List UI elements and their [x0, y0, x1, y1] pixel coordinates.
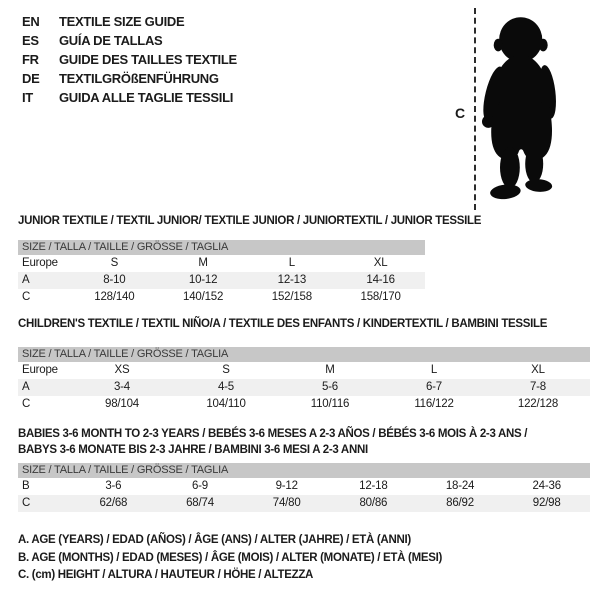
table-cell: 3-4	[113, 381, 131, 393]
table-cell: M	[325, 364, 335, 376]
height-measure-dashed-line	[474, 8, 476, 210]
size-header-bar: SIZE / TALLA / TAILLE / GRÖSSE / TAGLIA	[18, 347, 590, 362]
table-row	[18, 255, 425, 272]
row-label: C	[22, 497, 31, 509]
row-label: Europe	[22, 364, 58, 376]
language-title: GUÍA DE TALLAS	[59, 33, 163, 48]
language-header	[22, 12, 237, 107]
table-cell: 128/140	[94, 291, 135, 303]
table-cell: 18-24	[445, 480, 475, 492]
table-cell: 3-6	[105, 480, 122, 492]
table-cell: 9-12	[275, 480, 298, 492]
table-cell: 116/122	[414, 398, 454, 410]
language-row-es	[22, 31, 237, 50]
language-code: FR	[22, 52, 39, 67]
table-row	[18, 289, 425, 306]
language-title: GUIDE DES TAILLES TEXTILE	[59, 52, 237, 67]
footnote-b: B. AGE (MONTHS) / EDAD (MESES) / ÂGE (MOIS) / ALTER (MONATE) / ETÀ (MESI)	[18, 551, 443, 564]
row-label: C	[22, 291, 31, 303]
language-title: GUIDA ALLE TAGLIE TESSILI	[59, 90, 234, 105]
row-label: B	[22, 480, 30, 492]
babies-textile-table	[18, 426, 590, 512]
footnote-c: C. (cm) HEIGHT / ALTURA / HAUTEUR / HÖHE / ALTEZZA	[18, 569, 314, 581]
language-code: EN	[22, 14, 40, 29]
table-cell: L	[430, 364, 438, 376]
table-cell: 140/152	[183, 291, 224, 303]
table-cell: 7-8	[529, 381, 547, 393]
language-code: ES	[22, 33, 39, 48]
table-cell: L	[288, 257, 295, 269]
row-label: Europe	[22, 257, 58, 269]
table-title-line2: BABYS 3-6 MONATE BIS 2-3 JAHRE / BAMBINI 3-6 MESI A 2-3 ANNI	[18, 444, 368, 456]
table-row	[18, 396, 590, 413]
footnote-a: A. AGE (YEARS) / EDAD (AÑOS) / ÂGE (ANS) / ALTER (JAHRE) / ETÀ (ANNI)	[18, 534, 411, 546]
table-cell: 8-10	[103, 274, 126, 286]
table-title-line1: BABIES 3-6 MONTH TO 2-3 YEARS / BEBÉS 3-6 MESES A 2-3 AÑOS / BÉBÉS 3-6 MOIS À 2-3 ANS /	[18, 428, 528, 440]
table-cell: 4-5	[217, 381, 235, 393]
table-cell: S	[222, 364, 230, 376]
language-row-en	[22, 12, 237, 31]
table-cell: XS	[114, 364, 130, 376]
language-row-fr	[22, 50, 237, 69]
language-row-it	[22, 88, 237, 107]
table-row	[18, 495, 590, 512]
table-cell: 6-7	[425, 381, 443, 393]
table-cell: 5-6	[321, 381, 339, 393]
language-code: IT	[22, 90, 33, 105]
table-cell: 98/104	[105, 398, 139, 410]
table-cell: 24-36	[532, 480, 561, 492]
table-cell: 122/128	[517, 398, 559, 410]
junior-textile-table	[18, 213, 482, 306]
table-cell: 68/74	[186, 497, 214, 509]
table-cell: 12-18	[359, 480, 388, 492]
table-cell: 62/68	[99, 497, 128, 509]
footnotes	[18, 532, 442, 585]
toddler-silhouette-icon	[482, 8, 572, 210]
table-title: JUNIOR TEXTILE / TEXTIL JUNIOR/ TEXTILE JUNIOR / JUNIORTEXTIL / JUNIOR TESSILE	[18, 215, 482, 227]
children-textile-table	[18, 316, 590, 413]
table-cell: XL	[373, 257, 388, 269]
table-cell: 110/116	[310, 398, 350, 410]
table-row	[18, 478, 590, 495]
height-measure-label: C	[455, 105, 466, 121]
language-title: TEXTILGRÖßENFÜHRUNG	[59, 71, 219, 86]
table-title: CHILDREN'S TEXTILE / TEXTIL NIÑO/A / TEXTILE DES ENFANTS / KINDERTEXTIL / BAMBINI TESSILE	[18, 318, 548, 330]
row-label: A	[22, 274, 30, 286]
table-cell: 158/170	[360, 291, 401, 303]
row-label: A	[22, 381, 30, 393]
table-cell: 14-16	[366, 274, 395, 286]
table-cell: 10-12	[188, 274, 218, 286]
table-cell: 12-13	[277, 274, 307, 286]
table-cell: 80/86	[359, 497, 388, 509]
table-cell: M	[198, 257, 208, 269]
language-row-de	[22, 69, 237, 88]
table-cell: 104/110	[206, 398, 246, 410]
table-row	[18, 379, 590, 396]
table-cell: 92/98	[532, 497, 561, 509]
table-cell: 86/92	[446, 497, 474, 509]
table-cell: S	[110, 257, 119, 269]
size-header-bar: SIZE / TALLA / TAILLE / GRÖSSE / TAGLIA	[18, 463, 590, 478]
table-row	[18, 272, 425, 289]
table-cell: 74/80	[272, 497, 301, 509]
table-cell: 152/158	[271, 291, 312, 303]
language-code: DE	[22, 71, 40, 86]
table-cell: XL	[531, 364, 545, 376]
size-header-bar: SIZE / TALLA / TAILLE / GRÖSSE / TAGLIA	[18, 240, 425, 255]
row-label: C	[22, 398, 31, 410]
table-cell: 6-9	[191, 480, 209, 492]
table-row	[18, 362, 590, 379]
language-title: TEXTILE SIZE GUIDE	[59, 14, 185, 29]
